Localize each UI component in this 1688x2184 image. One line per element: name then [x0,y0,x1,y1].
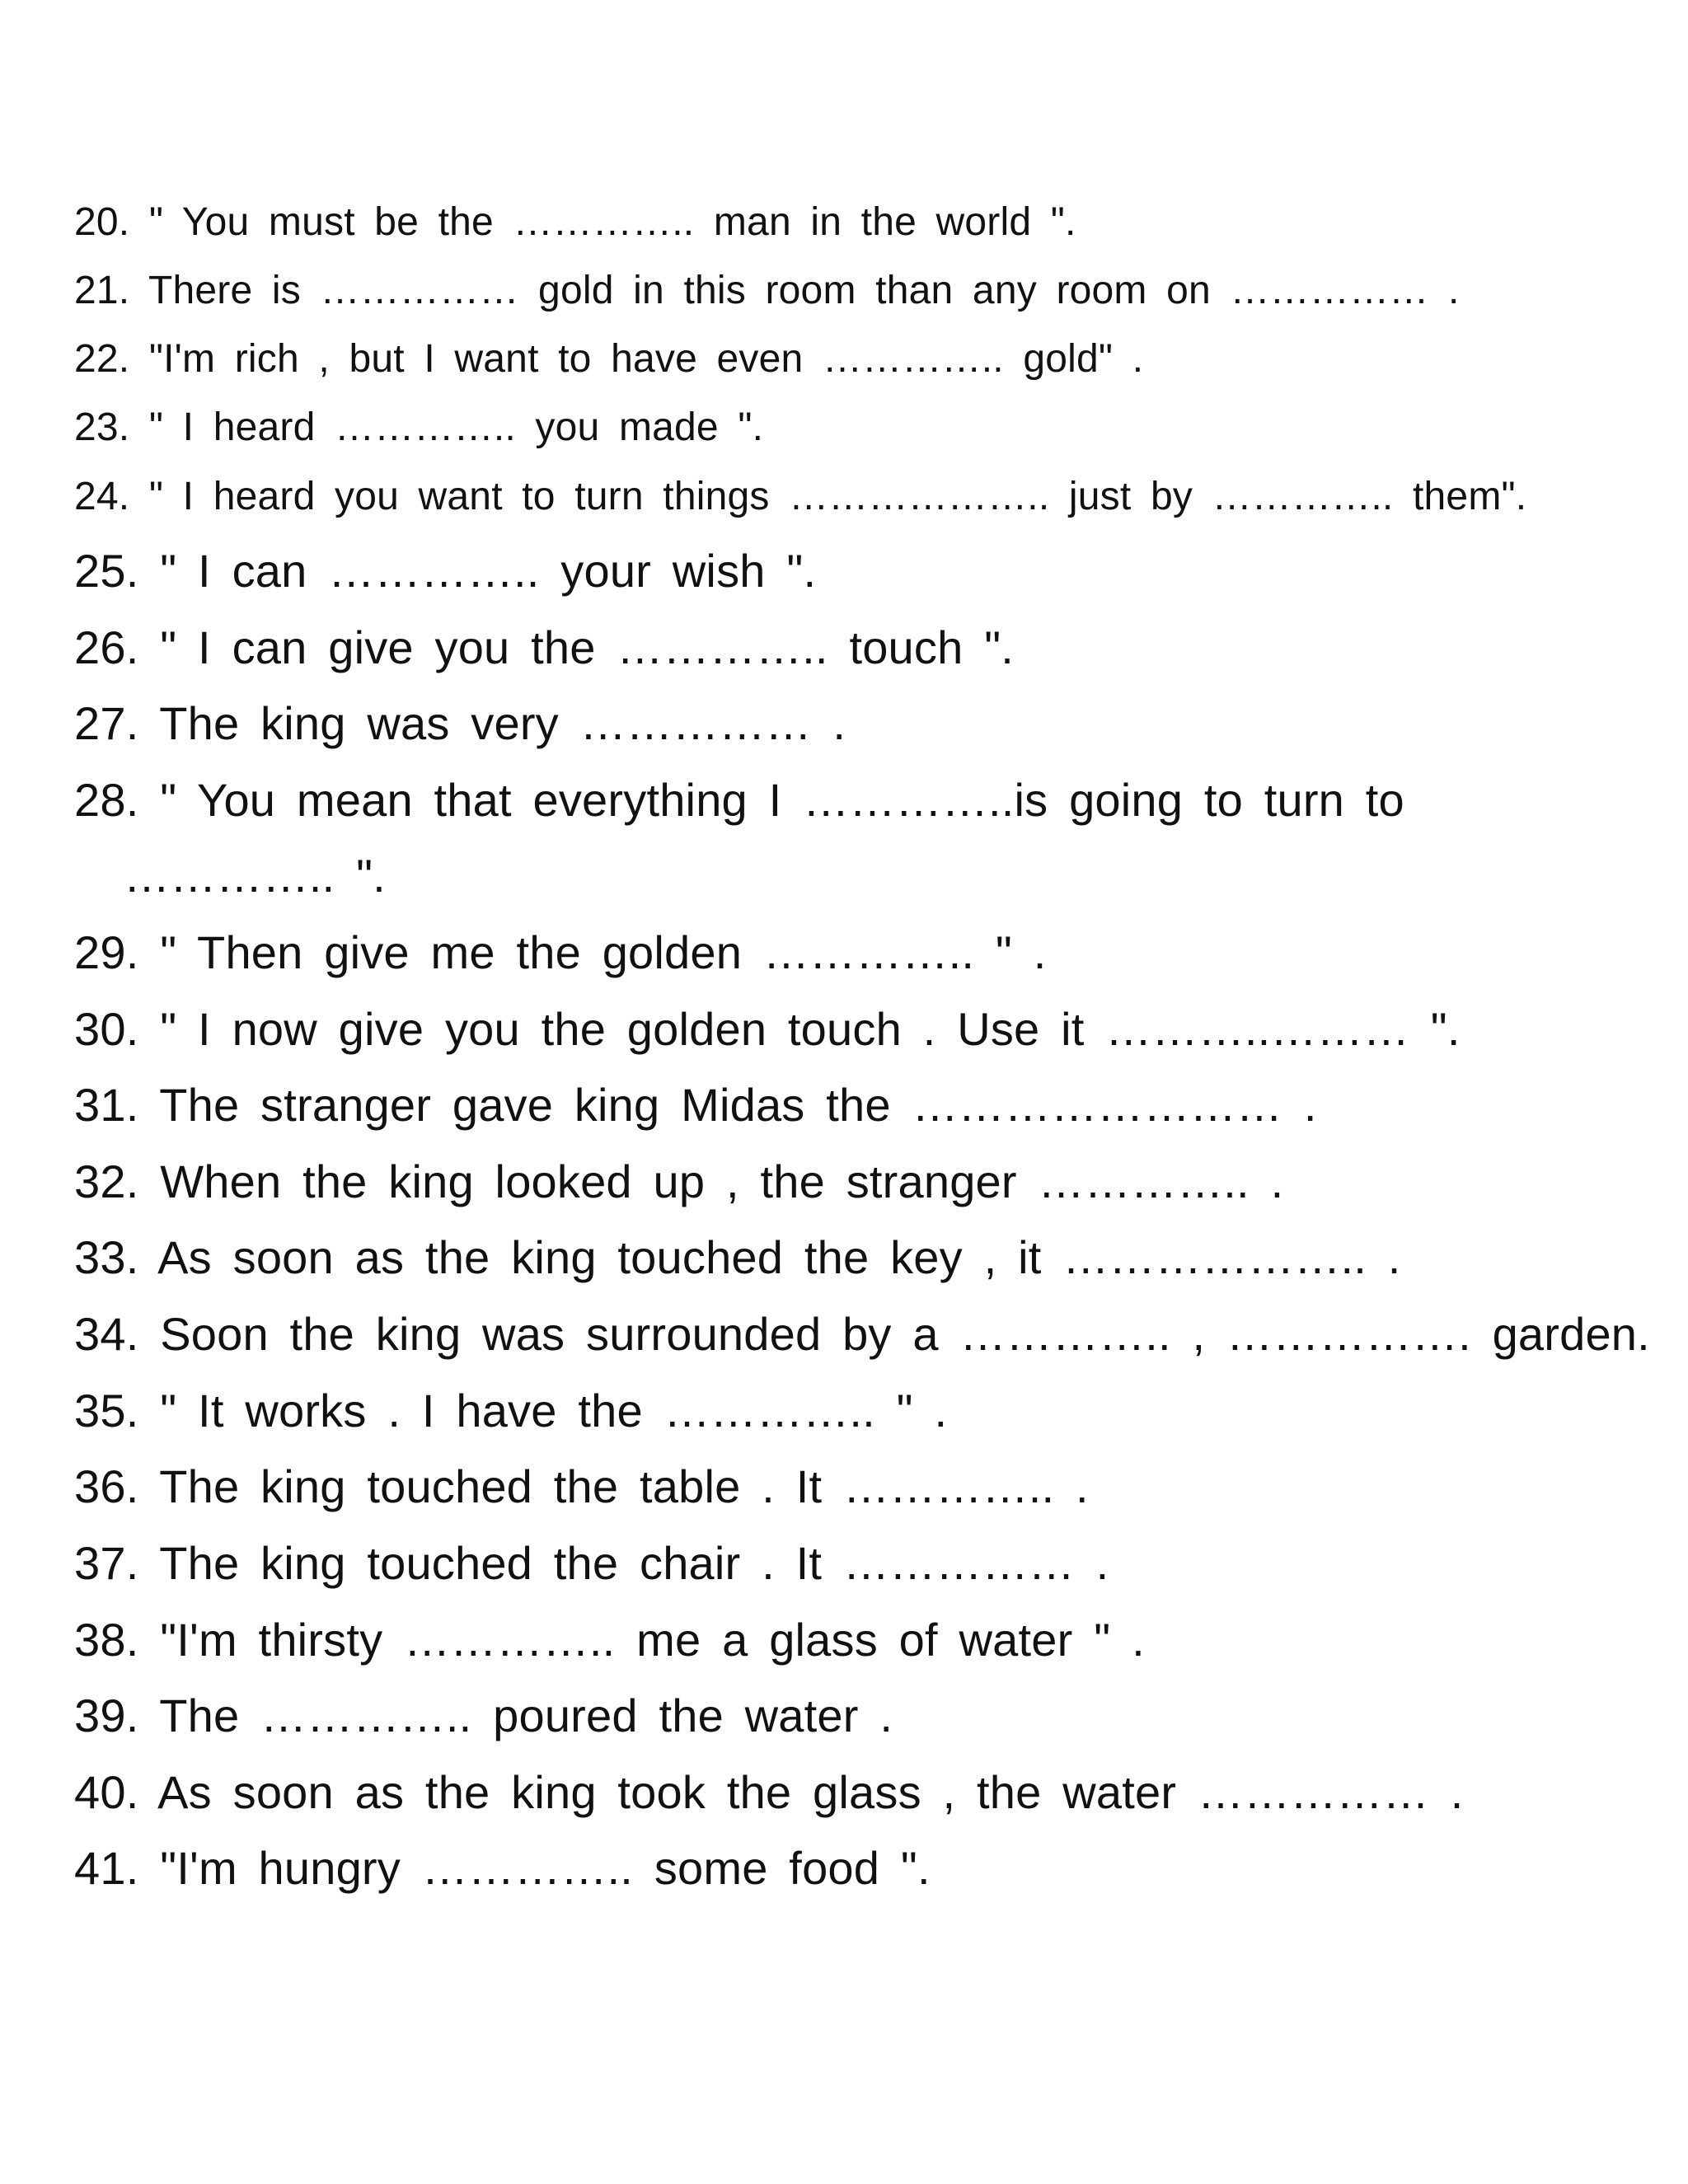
question-line-25 [74,544,816,598]
question-line-39 [74,1689,893,1742]
question-number: 34. [74,1308,139,1360]
question-text: "I'm thirsty ………….. me a glass of water " . [160,1614,1145,1666]
question-number: 25. [74,545,139,597]
question-text: As soon as the king touched the key , it ……………….. . [157,1231,1401,1283]
question-number: 40. [74,1766,139,1818]
question-line-31 [74,1078,1317,1132]
question-text: " Then give me the golden ………….. " . [160,926,1047,978]
question-number: 22. [74,337,130,381]
question-line-37 [74,1536,1109,1590]
question-line-23 [74,405,763,450]
question-number: 32. [74,1155,139,1207]
question-text: When the king looked up , the stranger ………….. . [160,1155,1284,1207]
question-line-41 [74,1841,931,1895]
question-line-28-continuation [124,849,386,902]
question-text: "I'm rich , but I want to have even ………….. gold" . [148,337,1144,381]
question-line-30 [74,1002,1461,1056]
question-text: " You must be the ………….. man in the world ". [148,200,1076,244]
question-number: 41. [74,1842,139,1894]
question-number: 27. [74,697,139,749]
question-text: There is …………… gold in this room than any room on …………… . [148,269,1460,312]
question-line-28 [74,773,1404,827]
question-text: " I can ………….. your wish ". [160,545,817,597]
question-number: 20. [74,200,130,244]
question-text: The stranger gave king Midas the …………………… . [159,1079,1317,1131]
question-number: 29. [74,926,139,978]
question-number: 31. [74,1079,139,1131]
question-text: " It works . I have the ………….. " . [160,1385,948,1436]
question-text: " I can give you the ………….. touch ". [160,621,1015,673]
question-line-36 [74,1460,1089,1513]
question-number: 24. [74,475,130,518]
question-text: The king touched the chair . It …………… . [159,1537,1109,1589]
question-number: 26. [74,621,139,673]
question-number: 35. [74,1385,139,1436]
question-line-34 [74,1307,1650,1361]
question-number: 37. [74,1537,139,1589]
question-text: As soon as the king took the glass , the water …………… . [157,1766,1464,1818]
question-text: The ………….. poured the water . [159,1690,893,1741]
question-number: 39. [74,1690,139,1741]
question-text: The king was very …………… . [159,697,846,749]
question-text: " I now give you the golden touch . Use it ………..……… ". [160,1003,1461,1055]
question-text: " I heard ………….. you made ". [148,405,764,449]
question-line-24 [74,474,1526,519]
question-line-27 [74,696,846,750]
question-text: " I heard you want to turn things ……………….. just by ………….. them". [148,475,1527,518]
question-line-40 [74,1765,1463,1819]
question-text: " You mean that everything I …………..is going to turn to [160,774,1404,826]
question-number: 38. [74,1614,139,1666]
question-line-22 [74,336,1143,382]
question-number: 30. [74,1003,139,1055]
question-line-33 [74,1230,1401,1284]
question-text: Soon the king was surrounded by a ………….. , ……………. garden. [160,1308,1650,1360]
question-number: 23. [74,405,130,449]
question-line-29 [74,926,1047,979]
question-number: 28. [74,774,139,826]
question-line-32 [74,1155,1283,1208]
question-number: 36. [74,1460,139,1512]
question-line-35 [74,1384,947,1437]
question-number: 21. [74,269,130,312]
question-line-26 [74,621,1014,674]
question-text-continuation: ………….. ". [124,850,386,902]
question-number: 33. [74,1231,139,1283]
question-line-21 [74,268,1460,313]
question-line-20 [74,199,1076,245]
question-text: "I'm hungry ………….. some food ". [160,1842,931,1894]
question-text: The king touched the table . It ………….. . [159,1460,1089,1512]
question-line-38 [74,1613,1145,1666]
